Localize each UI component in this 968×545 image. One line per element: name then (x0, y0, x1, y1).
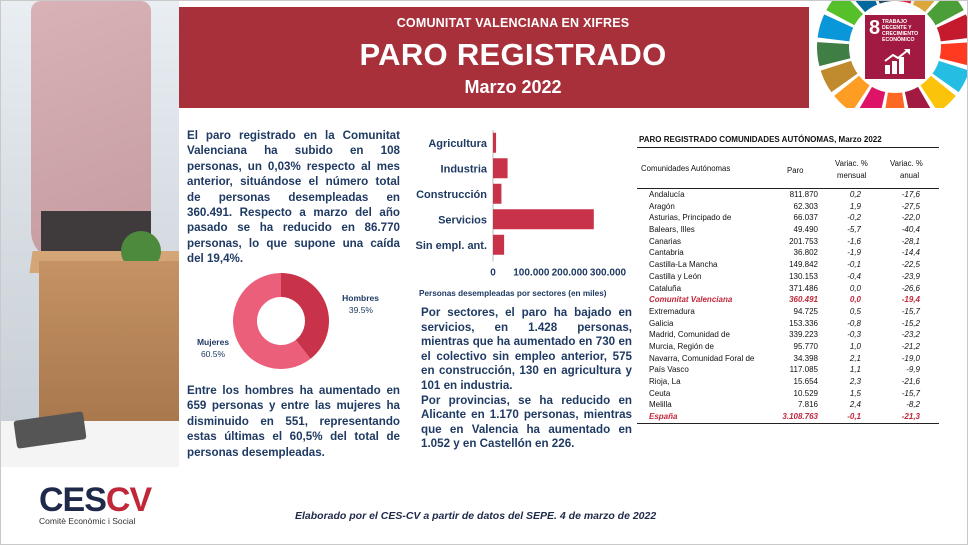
paro-cell: 36.802 (793, 248, 818, 258)
header-supertitle: COMUNITAT VALENCIANA EN XIFRES (396, 16, 630, 30)
table-title: PARO REGISTRADO COMUNIDADES AUTÓNOMAS, Marzo 2022 (637, 135, 939, 148)
header-annual-1: Variac. % (890, 159, 923, 168)
monthly-change-cell: 2,3 (849, 377, 861, 386)
office-worker-photo (1, 1, 179, 467)
donut-label: Hombres (342, 293, 379, 303)
table-body (637, 189, 939, 424)
table-row (637, 236, 939, 248)
annual-change-cell: -15,7 (901, 306, 920, 316)
bar-category-label: Agricultura (428, 137, 487, 150)
table-row (637, 353, 939, 365)
sdg-wheel-segment (817, 42, 850, 66)
region-cell: España (649, 412, 678, 422)
paro-cell: 130.153 (789, 271, 818, 281)
region-cell: Castilla y León (649, 271, 702, 281)
region-cell: Canarias (649, 236, 682, 246)
region-cell: Balears, Illes (649, 225, 695, 235)
table-row (637, 201, 939, 213)
monthly-change-cell: 1,9 (849, 201, 861, 211)
paro-cell: 117.085 (789, 365, 818, 375)
annual-change-cell: -15,2 (901, 318, 920, 328)
region-cell: Cataluña (649, 283, 682, 293)
table-row (637, 318, 939, 330)
paro-cell: 811.870 (789, 190, 818, 199)
bar-category-label: Construcción (416, 188, 487, 201)
annual-change-cell: -19,4 (901, 295, 920, 305)
table-row (637, 224, 939, 236)
paro-cell: 339.223 (789, 330, 818, 340)
sector-bar-chart (406, 126, 638, 286)
cescv-logo (39, 483, 151, 526)
paro-cell: 153.336 (789, 318, 818, 328)
bar-category-label: Sin empl. ant. (415, 239, 487, 252)
annual-change-cell: -8,2 (906, 400, 920, 410)
table-row (637, 364, 939, 376)
monthly-change-cell: 0,2 (849, 190, 861, 199)
monthly-change-cell: -0,1 (847, 260, 861, 270)
header-region: Comunidades Autónomas (641, 164, 731, 173)
monthly-change-cell: -1,6 (847, 236, 861, 246)
paro-cell: 62.303 (793, 201, 818, 211)
annual-change-cell: -40,4 (901, 225, 920, 235)
paro-cell: 371.486 (789, 283, 818, 293)
region-cell: Navarra, Comunidad Foral de (649, 353, 755, 363)
annual-change-cell: -21,2 (901, 341, 920, 351)
paro-cell: 10.529 (793, 388, 818, 398)
table-row (637, 399, 939, 411)
table-row (637, 376, 939, 388)
paro-cell: 66.037 (793, 213, 818, 223)
monthly-change-cell: -0,3 (847, 330, 861, 340)
paro-cell: 201.753 (789, 236, 818, 246)
monthly-change-cell: 0,0 (849, 283, 861, 293)
region-cell: Extremadura (649, 306, 695, 316)
region-cell: Castilla-La Mancha (649, 260, 718, 270)
region-cell: Asturias, Principado de (649, 213, 732, 223)
table-row (637, 271, 939, 283)
region-cell: Aragón (649, 201, 675, 211)
annual-change-cell: -27,5 (901, 201, 920, 211)
table-row (637, 329, 939, 341)
annual-change-cell: -19,0 (901, 353, 920, 363)
growth-chart-icon (883, 49, 911, 75)
sectors-paragraph: Por sectores, el paro ha bajado en servicios, en 1.428 personas, mientras que ha aumentado en 730 en el colectivo sin empleo anterior, 575 en construcción, 130 en agricultura y 101 en industria. (421, 306, 632, 392)
monthly-change-cell: -0,1 (847, 412, 861, 422)
header-date: Marzo 2022 (464, 77, 562, 97)
bar (493, 133, 496, 153)
table-header (637, 148, 939, 189)
monthly-change-cell: -0,4 (847, 271, 861, 281)
bar (493, 184, 501, 204)
table-row (637, 189, 939, 201)
region-cell: Comunitat Valenciana (649, 295, 733, 305)
bar-category-label: Industria (440, 163, 487, 176)
x-tick-label: 0 (490, 267, 496, 279)
annual-change-cell: -15,7 (901, 388, 920, 398)
sdg-wheel-segment (940, 42, 968, 66)
region-cell: Cantabria (649, 248, 684, 258)
header-paro: Paro (787, 166, 804, 175)
monthly-change-cell: -5,7 (847, 225, 861, 235)
paro-cell: 15.654 (793, 377, 818, 386)
annual-change-cell: -23,2 (901, 330, 920, 340)
annual-change-cell: -9,9 (906, 365, 920, 375)
monthly-change-cell: 1,1 (849, 365, 861, 375)
region-cell: Andalucía (649, 190, 685, 199)
page-title: PARO REGISTRADO (359, 37, 667, 72)
monthly-change-cell: -1,9 (847, 248, 861, 258)
annual-change-cell: -21,6 (901, 377, 920, 386)
table-row (637, 411, 939, 423)
table-row (637, 294, 939, 306)
logo-mark-ces: CES (39, 481, 106, 519)
logo-tagline: Comitè Econòmic i Social (39, 516, 136, 526)
paro-cell: 49.490 (793, 225, 818, 235)
regions-table (637, 135, 939, 424)
header-banner (179, 7, 847, 108)
region-cell: Ceuta (649, 388, 671, 398)
paro-cell: 95.770 (793, 341, 818, 351)
logo-mark-cv: CV (105, 481, 152, 519)
monthly-change-cell: -0,2 (847, 213, 861, 223)
sectors-paragraphs (421, 306, 632, 452)
x-tick-label: 100.000 (513, 267, 550, 279)
paro-cell: 34.398 (793, 353, 818, 363)
header-monthly-2: mensual (837, 171, 867, 180)
table-row (637, 388, 939, 400)
donut-label: Mujeres (196, 337, 230, 347)
table-row (637, 259, 939, 271)
sdg-goal-tile (865, 15, 925, 79)
region-cell: Murcia, Región de (649, 341, 714, 351)
annual-change-cell: -17,6 (901, 190, 920, 199)
monthly-change-cell: -0,8 (847, 318, 861, 328)
logo-mark (39, 483, 151, 517)
paro-cell: 149.842 (789, 260, 818, 270)
region-cell: Galicia (649, 318, 674, 328)
table-row (637, 283, 939, 295)
annual-change-cell: -23,9 (901, 271, 920, 281)
gender-donut-chart (191, 271, 391, 371)
annual-change-cell: -26,6 (901, 283, 920, 293)
footer-source-note: Elaborado por el CES-CV a partir de datos del SEPE. 4 de marzo de 2022 (295, 510, 657, 522)
annual-change-cell: -22,0 (901, 213, 920, 223)
x-tick-label: 200.000 (551, 267, 588, 279)
sdg-wheel-segment (883, 92, 907, 108)
bar (493, 158, 508, 178)
paro-cell: 94.725 (793, 306, 818, 316)
monthly-change-cell: 1,0 (849, 341, 861, 351)
paro-cell: 7.816 (797, 400, 818, 410)
paro-cell: 3.108.763 (782, 412, 818, 422)
annual-change-cell: -28,1 (901, 236, 920, 246)
table-row (637, 247, 939, 259)
sdg-goal-label: TRABAJO DECENTE Y CRECIMIENTO ECONÓMICO (882, 19, 919, 43)
header-monthly-1: Variac. % (835, 159, 868, 168)
sector-chart-title: Personas desempleadas por sectores (en miles) (419, 289, 607, 298)
table-row (637, 306, 939, 318)
table-row (637, 212, 939, 224)
x-tick-label: 300.000 (589, 267, 627, 279)
photo-cardboard-box (39, 261, 179, 421)
annual-change-cell: -22,5 (901, 260, 920, 270)
bar-category-label: Servicios (438, 214, 487, 227)
gender-paragraph: Entre los hombres ha aumentado en 659 personas y entre las mujeres ha disminuido en 551, representando estas últimas el 60,5% del total de personas desempleadas. (187, 384, 400, 459)
intro-paragraph: El paro registrado en la Comunitat Valenciana ha subido en 108 personas, un 0,03% respecto al mes anterior, situándose el número total de personas desempleadas en 360.491. Respecto a marzo del año pasado se ha reducido en 86.770 personas, lo que supone una caída del 19,4%. (187, 129, 400, 266)
bar (493, 235, 504, 255)
annual-change-cell: -21,3 (901, 412, 920, 422)
region-cell: País Vasco (649, 365, 689, 375)
monthly-change-cell: 1,5 (849, 388, 861, 398)
region-cell: Rioja, La (649, 377, 681, 386)
region-cell: Melilla (649, 400, 672, 410)
monthly-change-cell: 2,1 (849, 353, 861, 363)
provinces-paragraph: Por provincias, se ha reducido en Alicante en 1.170 personas, mientras que en Valencia ha aumentado en 1.052 y en Castellón en 226. (421, 393, 632, 451)
donut-value-label: 39.5% (348, 305, 373, 315)
annual-change-cell: -14,4 (901, 248, 920, 258)
monthly-change-cell: 0,0 (849, 295, 861, 305)
paro-cell: 360.491 (789, 295, 818, 305)
header-annual-2: anual (900, 171, 920, 180)
monthly-change-cell: 2,4 (849, 400, 861, 410)
region-cell: Madrid, Comunidad de (649, 330, 730, 340)
sdg-wheel-badge (809, 1, 968, 108)
monthly-change-cell: 0,5 (849, 306, 861, 316)
donut-value-label: 60.5% (200, 349, 226, 359)
table-row (637, 341, 939, 353)
bar (493, 209, 594, 229)
sdg-goal-number: 8 (869, 17, 881, 39)
